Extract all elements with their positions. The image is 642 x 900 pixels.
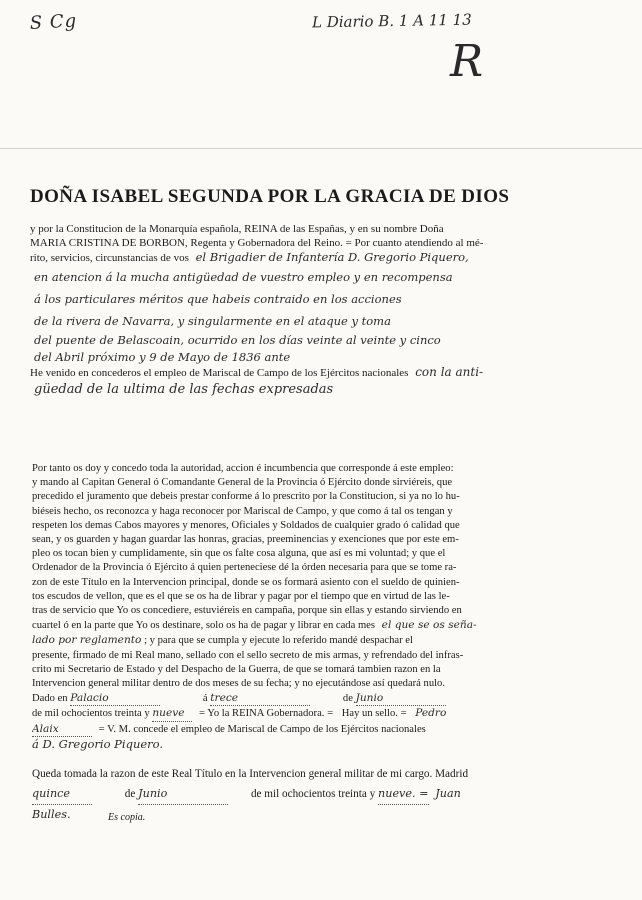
body-line: Ordenador de la Provincia ó Ejército á quien perteneciese dé la órden necesaria para que se tome ra- <box>32 562 457 574</box>
document-heading: DOÑA ISABEL SEGUNDA POR LA GRACIA DE DIOS <box>30 186 510 207</box>
body-line-pay-text: cuartel ó en la parte que Yo os destinare, solo os ha de pagar y librar en cada mes <box>32 620 376 632</box>
vm-label: = V. M. concede el empleo de Mariscal de Campo de los Ejércitos nacionales <box>98 723 426 735</box>
vm-line <box>32 722 620 737</box>
dado-month: Junio <box>356 691 446 706</box>
body-line: Por tanto os doy y concedo toda la autoridad, accion é incumbencia que corresponde á este empleo: <box>32 463 454 474</box>
handwritten-line-2: en atencion á la mucha antigüedad de vuestro empleo y en recompensa <box>34 270 453 284</box>
intro-line-3-printed: rito, servicios, circunstancias de vos <box>30 252 189 264</box>
top-right-handwritten-date: L Diario B. 1 A 11 13 <box>311 10 472 32</box>
dado-line <box>32 691 620 706</box>
recipient-line: á D. Gregorio Piquero. <box>32 736 164 751</box>
handwritten-line-4: de la rivera de Navarra, y singularmente en el ataque y toma <box>34 314 391 328</box>
notice-day: quince <box>32 784 92 805</box>
body-line: tras de servicio que Yo os concediere, estuviéreis en campaña, porque sin ellas y estando sirviendo en <box>32 605 462 617</box>
body-line: pleo os tocan bien y cumplidamente, sin que os falte cosa alguna, que así es mi voluntad; y que el <box>32 548 446 560</box>
dado-label: Dado en <box>32 693 68 705</box>
body-line: respeten los demas Cabos mayores y menores, Oficiales y Soldados de cualquier grado ó calidad que <box>32 519 460 531</box>
notice-signer-second: Bulles. <box>32 808 71 821</box>
body-line <box>32 633 620 648</box>
notice-year: nueve. = <box>378 784 428 805</box>
granted-text: He venido en concederos el empleo de Mariscal de Campo de los Ejércitos nacionales <box>30 367 409 379</box>
es-copia-label: Es copia. <box>108 812 146 823</box>
body-line: tos escudos de vellon, que es el que se os ha de librar y pagar por el tiempo que en virtud de las le- <box>32 590 450 602</box>
body-line: y mando al Capitan General ó Comandante General de la Provincia ó Ejército donde sirviéreis, que <box>32 477 453 489</box>
body-line: presente, firmado de mi Real mano, sellado con el sello secreto de mis armas, y refrendado del infras- <box>32 649 464 661</box>
body-line: biéseis hecho, os reconozca y haga reconocer por Mariscal de Campo, y que como á tal os tengan y <box>32 505 453 517</box>
handwritten-line-3: á los particulares méritos que habeis contraido en los acciones <box>34 292 402 306</box>
body-line: crito mi Secretario de Estado y del Despacho de la Guerra, de que se tomará tambien razon en la <box>32 663 441 675</box>
handwritten-line-8: güedad de la ultima de las fechas expresadas <box>34 382 334 397</box>
sello-label: Hay un sello. = <box>341 708 407 720</box>
body-line-rest-1: ; y para que se cumpla y ejecute lo referido mandé despachar el <box>144 635 413 647</box>
body-line: zon de este Título en la Intervencion principal, donde se os formará asiento con el sueldo de quinien- <box>32 576 460 588</box>
signer-second: Alaix <box>32 722 92 737</box>
notice-line-1: Queda tomada la razon de este Real Título en la Intervencion general militar de mi cargo. Madrid <box>32 768 469 780</box>
reina-label: = Yo la REINA Gobernadora. = <box>199 708 334 720</box>
body-line: Intervencion general militar dentro de dos meses de su fecha; y no ejecutándose así quedará nulo. <box>32 678 446 690</box>
dado-year: nueve <box>152 706 192 721</box>
handwritten-line-6: del Abril próximo y 9 de Mayo de 1836 ante <box>34 350 291 364</box>
granted-handwritten-tail: con la anti- <box>415 365 484 379</box>
main-body <box>32 462 620 751</box>
recipient-rank-handwritten: el Brigadier de Infantería D. Gregorio Piquero, <box>195 250 469 264</box>
fold-line <box>0 148 642 149</box>
de-label: de <box>342 693 353 705</box>
dado-day: trece <box>210 691 310 706</box>
notice-de-label: de <box>124 788 136 800</box>
year-label: de mil ochocientos treinta y <box>32 708 150 720</box>
intro-line-1: y por la Constitucion de la Monarquía española, REINA de las Españas, y en su nombre Doña <box>30 223 444 235</box>
year-line <box>32 706 620 721</box>
notice-month: Junio <box>138 784 228 805</box>
signer-first: Pedro <box>415 707 447 720</box>
notice-year-label: de mil ochocientos treinta y <box>250 788 376 800</box>
notice-signer-first: Juan <box>435 787 461 800</box>
pay-handwritten: el que se os seña- <box>381 619 477 632</box>
intro-line-3 <box>30 250 469 265</box>
pay-handwritten-2: lado por reglamento <box>32 634 142 647</box>
intro-line-2: MARIA CRISTINA DE BORBON, Regenta y Gobernadora del Reino. = Por cuanto atendiendo al mé- <box>30 237 484 249</box>
handwritten-line-5: del puente de Belascoain, ocurrido en los días veinte al veinte y cinco <box>34 333 441 347</box>
granted-line <box>30 365 483 380</box>
body-line: sean, y os guarden y hagan guardar las honras, gracias, preeminencias y exenciones que por este em- <box>32 534 459 546</box>
notice-line-2 <box>32 784 622 805</box>
body-line: precedido el juramento que debeis prestar conforme á lo prescrito por la Constitucion, si ya no lo hu- <box>32 491 460 503</box>
dado-place: Palacio <box>70 691 160 706</box>
r-handwritten-mark: R <box>450 36 484 87</box>
body-line <box>32 618 620 633</box>
a-label: á <box>202 693 208 705</box>
top-left-handwritten-mark: S Cg <box>29 10 78 34</box>
